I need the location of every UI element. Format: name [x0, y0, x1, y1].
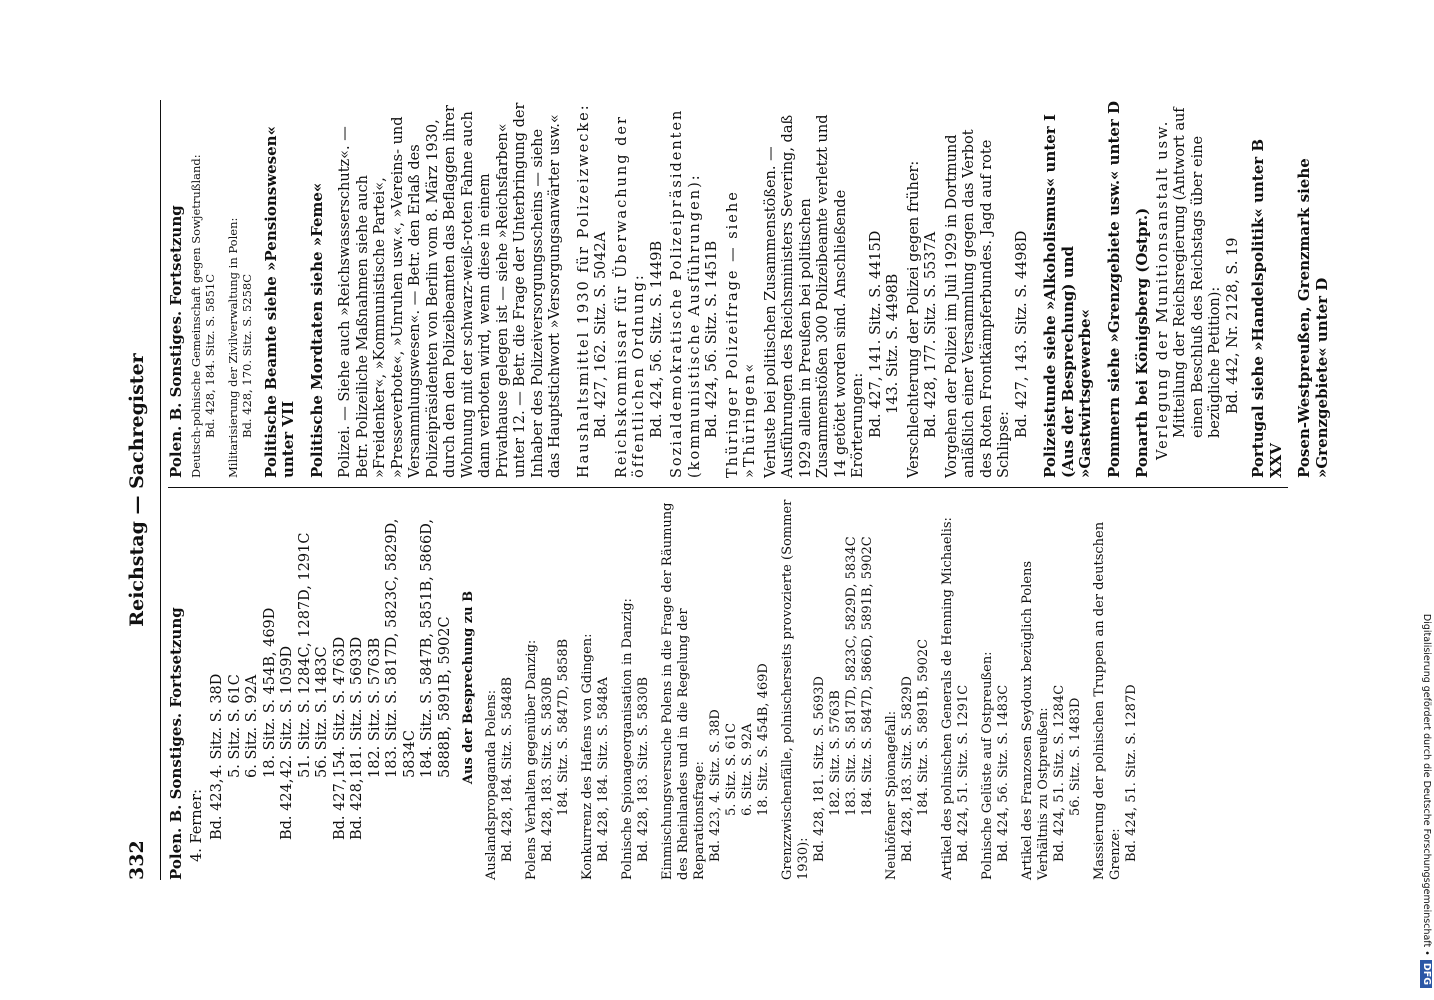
entry: Einmischungsversuche Polens in die Frage der Räumung des Rheinlandes und in die Regelung der Reparationsfrage: Bd. 423, 4. Sitz. S. 38D 5. Sitz. S. 61C 6. Sitz. S. 92A 18. Sitz. S. 454B, 469D: [659, 502, 771, 880]
section-heading: Polen. B. Sonstiges. Fortsetzung: [167, 607, 185, 880]
reference-row: Bd. 427, 154. Sitz. S. 4763D: [331, 636, 348, 840]
entry: Sozialdemokratische Polizeipräsidenten (kommunistische Ausführungen): Bd. 424, 56. Sitz. S. 1451B: [669, 108, 720, 478]
entry-portugal: Portugal siehe »Handelspolitik« unter B XXV: [1249, 138, 1285, 478]
subsection-heading: Aus der Besprechung zu B: [461, 590, 476, 785]
entry: Artikel des Franzosen Seydoux bezüglich Polens Verhältnis zu Ostpreußen: Bd. 424, 51. Sitz. S. 1284C 56. Sitz. S. 1483D: [1019, 560, 1083, 880]
entry: Haushaltsmittel 1930 für Polizeizwecke: Bd. 427, 162. Sitz. S. 5042A: [575, 103, 609, 478]
reference-row: 51. Sitz. S. 1284C, 1287D, 1291C: [296, 532, 313, 778]
entry-posen-westpreussen: Posen-Westpreußen, Grenzmark siehe »Grenzgebiete« unter D: [1295, 158, 1331, 478]
credit-text: Digitalisierung gefördert durch die Deutsche Forschungsgemeinschaft •: [1421, 613, 1432, 956]
reference-row: 6. Sitz. S. 92A: [244, 674, 260, 778]
entry: Thüringer Polizeifrage — siehe »Thüringen«: [724, 190, 758, 478]
reference-row: 184. Sitz. S. 5847B, 5851B, 5866D, 5888B, 5891B, 5902C: [419, 519, 453, 778]
entry: Polens Verhalten gegenüber Danzig: Bd. 428, 183. Sitz. S. 5830B 184. Sitz. S. 5847D, 5858B: [523, 638, 571, 880]
reference-row: 18. Sitz. S. 454B, 469D: [261, 607, 278, 778]
column-divider: [168, 487, 1288, 488]
reference-row: Bd. 428, 181. Sitz. S. 5693D: [349, 636, 365, 840]
entry: Polnische Gelüste auf Ostpreußen: Bd. 424, 56. Sitz. S. 1483C: [979, 651, 1011, 880]
entry-politische-beamte: Politische Beamte siehe »Pensionswesen« unter VII: [261, 126, 297, 478]
right-column: Polen. B. Sonstiges. Fortsetzung Deutsch-polnische Gemeinschaft gegen Sowjetrußland: Bd. 428, 184. Sitz. S. 5851C Militarisierung der Zivilverwaltung in Polen: Bd. 428, 170. Sitz. S. 5258C Politische Beamte siehe »Pensionswesen« unter VII Politische Mordtaten siehe »Feme« Polizei. — Siehe auch »Reichswasserschutz«. — Betr. Polizeiliche Maßnahmen siehe auch »Freidenker«, »Kommunistische Partei«, »Presseverbote«, »Unruhen usw.«, »Vereins- und Versammlungswesen«. — Betr. den Erlaß des Polizeipräsidenten von Berlin vom 8. März 1930, durch den den Polizeibeamten das Beflaggen ihrer Wohnung mit der schwarz-weiß-roten Fahne auch dann verboten wird, wenn diese in einem Privathause gelegen ist — siehe »Reichsfarben« unter 12. — Betr. die Frage der Unterbringung der Inhaber des Polizeiversorgungsscheins — siehe das Hauptstichwort »Versorgungsanwärter usw.« Haushaltsmittel 1930 für Polizeizwecke: Bd. 427, 162. Sitz. S. 5042A Reichskommissar für Überwachung der öffentlichen Ordnung: Bd. 424, 56. Sitz. S. 1449B Sozialdemokratische Polizeipräsidenten (kommunistische Ausführungen): Bd. 424, 56. Sitz. S. 1451B Thüringer Polizeifrage — siehe »Thüringen« Verluste bei politischen Zusammenstößen. — Ausführungen des Reichsministers Severing, daß 1929 allein in Preußen bei politischen Zusammenstößen 300 Polizeibeamte verletzt und 14 getötet worden sind. Anschließende Erörterungen: Bd. 427, 141. Sitz. S. 4415D 143. Sitz. S. 4498B Verschlechterung der Polizei gegen früher: Bd. 428, 177. Sitz. S. 5537A Vorgehen der Polizei im Juli 1929 in Dortmund anläßlich einer Versammlung gegen das Verbot des Roten Frontkämpferbundes. Jagd auf rote Schlipse: Bd. 427, 143. Sitz. S. 4498D Polizeistunde siehe »Alkoholismus« unter I (Aus der Besprechung) und »Gastwirtsgewerbe« Pommern siehe »Grenzgebiete usw.« unter D Ponarth bei Königsberg (Ostpr.) Verlegung der Munitionsanstalt usw. Mitteilung der Reichsregierung (Antwort auf einen Beschluß des Reichstags über eine bezügliche Petition): Bd. 442, Nr. 2128, S. 19 Portugal siehe »Handelspolitik« unter B XXV Posen-Westpreußen, Grenzmark siehe »Grenzgebiete« unter D: [167, 100, 1331, 478]
entry: Militarisierung der Zivilverwaltung in Polen: Bd. 428, 170. Sitz. S. 5258C: [225, 217, 254, 478]
entry-polizei: Polizei. — Siehe auch »Reichswasserschutz«. — Betr. Polizeiliche Maßnahmen siehe auch »Freidenker«, »Kommunistische Partei«, »Presseverbote«, »Unruhen usw.«, »Vereins- und Versammlungswesen«. — Betr. den Erlaß des Polizeipräsidenten von Berlin vom 8. März 1930, durch den den Polizeibeamten das Beflaggen ihrer Wohnung mit der schwarz-weiß-roten Fahne auch dann verboten wird, wenn diese in einem Privathause gelegen ist — siehe »Reichsfarben« unter 12. — Betr. die Frage der Unterbringung der Inhaber des Polizeiversorgungsscheins — siehe das Hauptstichwort »Versorgungsanwärter usw.«: [337, 102, 563, 478]
section-heading: Polen. B. Sonstiges. Fortsetzung: [167, 205, 185, 478]
entry: Neuhöfener Spionagefall: Bd. 428, 183. Sitz. S. 5829D 184. Sitz. S. 5891B, 5902C: [883, 638, 931, 880]
page-header: [120, 100, 161, 880]
reference-row: Bd. 424, 42. Sitz. S. 1059D: [279, 645, 295, 840]
entry-polizeistunde: Polizeistunde siehe »Alkoholismus« unter I (Aus der Besprechung) und »Gastwirtsgewerbe«: [1041, 114, 1094, 478]
entry-ponarth: Ponarth bei Königsberg (Ostpr.): [1133, 207, 1151, 478]
document-page: [120, 100, 1331, 880]
entry: Konkurrenz des Hafens von Gdingen: Bd. 428, 184. Sitz. S. 5848A: [579, 633, 611, 880]
left-column: [168, 495, 1140, 880]
reference-row: 5. Sitz. S. 61C: [226, 674, 243, 778]
reference-row: Bd. 423, 4. Sitz. S. 38D: [209, 673, 225, 840]
entry: Verluste bei politischen Zusammenstößen. — Ausführungen des Reichsministers Severing, daß 1929 allein in Preußen bei politischen Zusammenstößen 300 Polizeibeamte verletzt und 14 getötet worden sind. Anschließende Erörterungen: Bd. 427, 141. Sitz. S. 4415D 143. Sitz. S. 4498B: [762, 114, 901, 478]
digitization-credit: [1418, 8, 1430, 988]
entry: Vorgehen der Polizei im Juli 1929 in Dortmund anläßlich einer Versammlung gegen das Verbot des Roten Frontkämpferbundes. Jagd auf rote Schlipse: Bd. 427, 143. Sitz. S. 4498D: [943, 129, 1030, 478]
reference-row: 56. Sitz. S. 1483C: [314, 646, 330, 778]
entry: Deutsch-polnische Gemeinschaft gegen Sowjetrußland: Bd. 428, 184. Sitz. S. 5851C: [188, 154, 217, 478]
entry: Verschlechterung der Polizei gegen früher: Bd. 428, 177. Sitz. S. 5537A: [905, 160, 939, 478]
entry: Artikel des polnischen Generals de Henning Michaelis: Bd. 424, 51. Sitz. S. 1291C: [939, 517, 971, 880]
entry-pommern: Pommern siehe »Grenzgebiete usw.« unter D: [1104, 100, 1123, 478]
entry-politische-mordtaten: Politische Mordtaten siehe »Feme«: [307, 182, 326, 478]
entry: Auslandspropaganda Polens: Bd. 428, 184. Sitz. S. 5848B: [483, 676, 515, 880]
entry: Grenzzwischenfälle, polnischerseits provozierte (Sommer 1930): Bd. 428, 181. Sitz. S. 5693D 182. Sitz. S. 5763B 183. Sitz. S. 5817D, 5823C, 5829D, 5834C 184. Sitz. S. 5847D, 5866D, 5891B, 5902C: [779, 499, 875, 880]
page-number: 332: [126, 840, 148, 880]
entry: Massierung der polnischen Truppen an der deutschen Grenze: Bd. 424, 51. Sitz. S. 1287D: [1091, 521, 1139, 880]
reference-list: [209, 495, 454, 880]
ferner-label: 4. Ferner:: [188, 789, 205, 862]
entry: Reichskommissar für Überwachung der öffentlichen Ordnung: Bd. 424, 56. Sitz. S. 1449B: [613, 115, 665, 478]
reference-row: 182. Sitz. S. 5763B: [366, 637, 383, 778]
reference-row: 183. Sitz. S. 5817D, 5823C, 5829D, 5834C: [384, 518, 418, 778]
entry: Polnische Spionageorganisation in Danzig: Bd. 428, 183. Sitz. S. 5830B: [619, 598, 651, 880]
running-title: Reichstag — Sachregister: [126, 353, 148, 627]
dfg-logo: DFG: [1420, 960, 1432, 988]
